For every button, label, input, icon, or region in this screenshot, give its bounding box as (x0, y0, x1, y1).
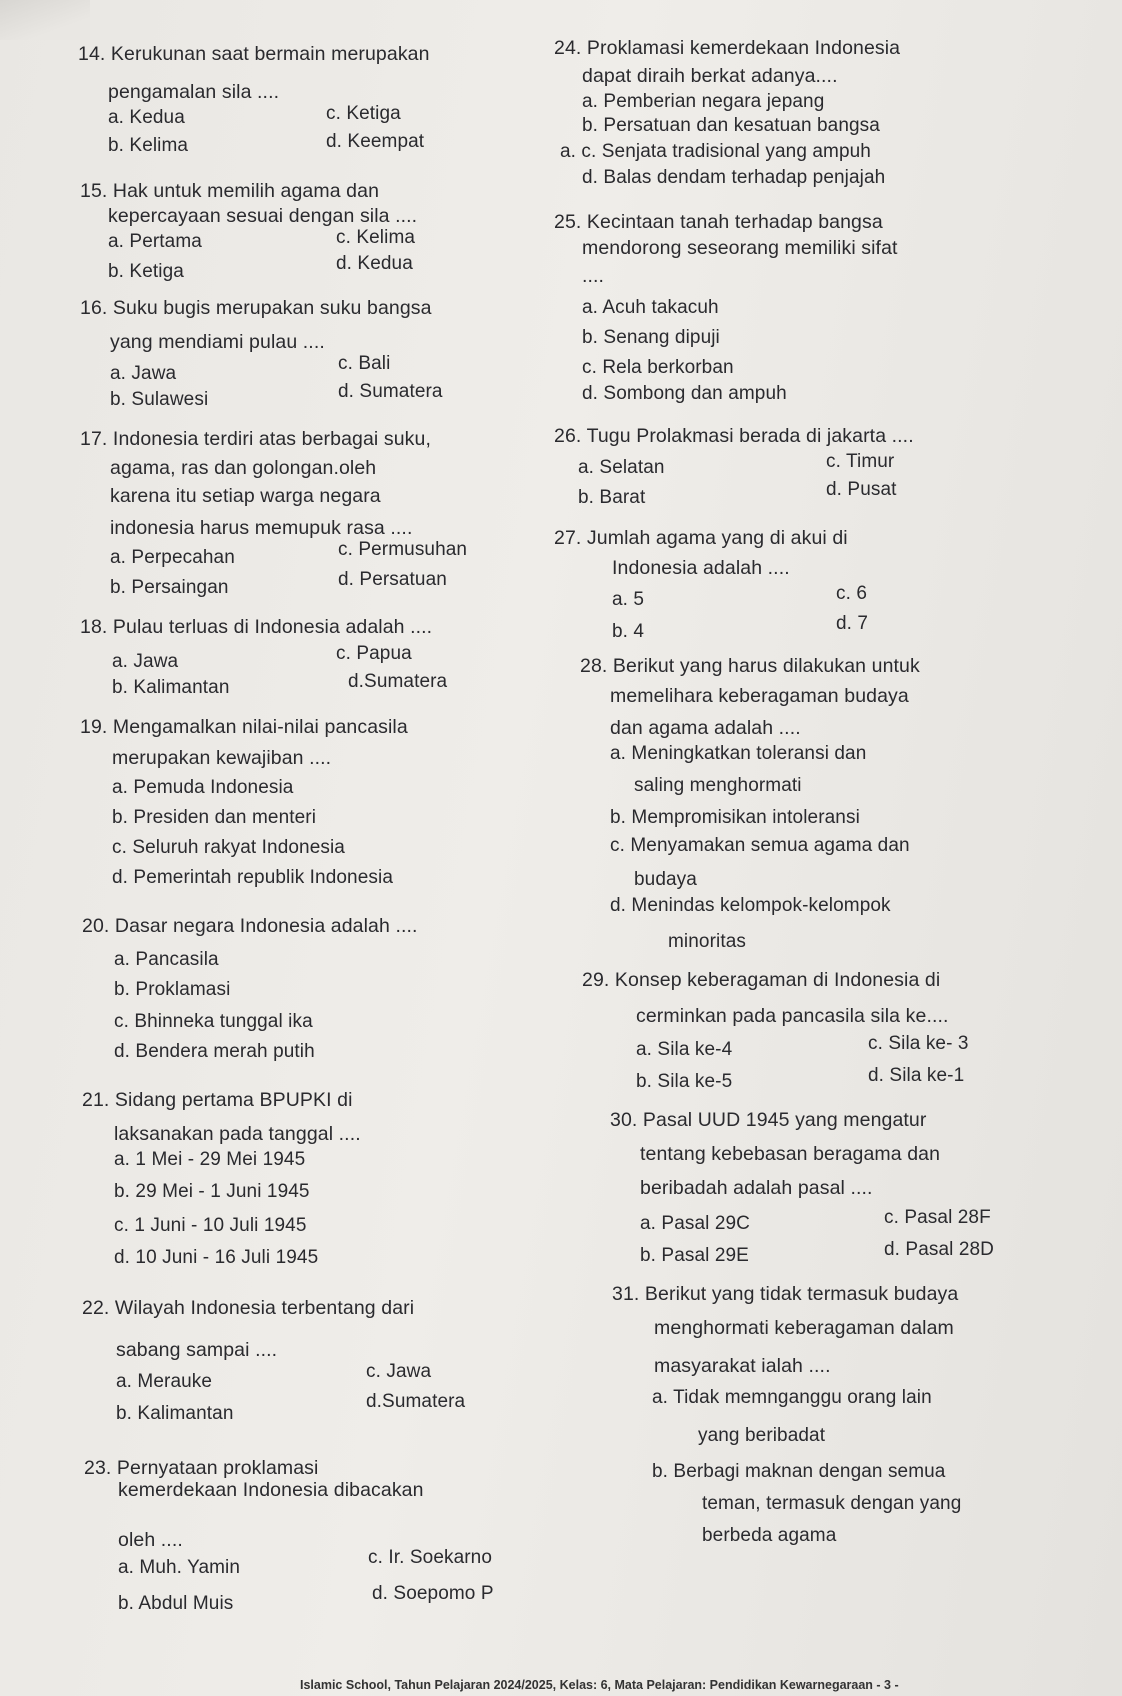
question-stem: yang mendiami pulau .... (110, 331, 325, 353)
question-stem: laksanakan pada tanggal .... (114, 1123, 361, 1145)
option: c. Jawa (366, 1361, 432, 1382)
option: yang beribadat (698, 1425, 826, 1446)
question-stem: 15. Hak untuk memilih agama dan (80, 180, 380, 202)
question-stem: 16. Suku bugis merupakan suku bangsa (80, 297, 432, 319)
question-stem: 23. Pernyataan proklamasi (84, 1457, 319, 1479)
option: c. 1 Juni - 10 Juli 1945 (114, 1215, 307, 1236)
option: d. Menindas kelompok-kelompok (610, 895, 891, 916)
question-stem: indonesia harus memupuk rasa .... (110, 517, 413, 539)
option: b. Persatuan dan kesatuan bangsa (582, 115, 880, 136)
question-stem: dapat diraih berkat adanya.... (582, 65, 838, 87)
option: a. Pasal 29C (640, 1213, 750, 1234)
option: d. Persatuan (338, 569, 447, 590)
option: b. Kalimantan (116, 1403, 234, 1424)
option: d. Kedua (336, 253, 413, 274)
question-stem: 25. Kecintaan tanah terhadap bangsa (554, 211, 883, 233)
option: c. Sila ke- 3 (868, 1033, 969, 1054)
question-stem: 30. Pasal UUD 1945 yang mengatur (610, 1109, 927, 1131)
question-stem: oleh .... (118, 1529, 183, 1551)
option: d. Sombong dan ampuh (582, 383, 787, 404)
option: minoritas (668, 931, 746, 952)
question-stem: beribadah adalah pasal .... (640, 1177, 873, 1199)
question-stem: mendorong seseorang memiliki sifat (582, 237, 898, 259)
option: b. Senang dipuji (582, 327, 720, 348)
option: b. Ketiga (108, 261, 184, 282)
option: c. Bhinneka tunggal ika (114, 1011, 313, 1032)
option: a. 5 (612, 589, 645, 610)
option: a. Meningkatkan toleransi dan (610, 743, 867, 764)
question-stem: karena itu setiap warga negara (110, 485, 381, 507)
option: b. Presiden dan menteri (112, 807, 317, 828)
option: c. Timur (826, 451, 895, 472)
option: b. Kelima (108, 135, 189, 156)
page-footer: Islamic School, Tahun Pelajaran 2024/2025, Kelas: 6, Mata Pelajaran: Pendidikan Kewarnegaraan - 3 - (300, 1678, 899, 1692)
option: d. Sumatera (338, 381, 443, 402)
option: b. 29 Mei - 1 Juni 1945 (114, 1181, 310, 1202)
option: a. Pemberian negara jepang (582, 91, 825, 112)
option: a. Perpecahan (110, 547, 235, 568)
option: d. Balas dendam terhadap penjajah (582, 167, 886, 188)
option: a. Muh. Yamin (118, 1557, 241, 1578)
option: berbeda agama (702, 1525, 837, 1546)
option: b. Kalimantan (112, 677, 230, 698)
question-stem: 31. Berikut yang tidak termasuk budaya (612, 1283, 959, 1305)
option: d. Soepomo P (372, 1583, 494, 1604)
question-stem: 14. Kerukunan saat bermain merupakan (78, 43, 430, 65)
option: a. Sila ke-4 (636, 1039, 733, 1060)
question-stem: 19. Mengamalkan nilai-nilai pancasila (80, 716, 408, 738)
question-stem: 29. Konsep keberagaman di Indonesia di (582, 969, 941, 991)
option: b. Pasal 29E (640, 1245, 749, 1266)
option: a. Pemuda Indonesia (112, 777, 294, 798)
question-stem: dan agama adalah .... (610, 717, 801, 739)
option: b. Proklamasi (114, 979, 231, 1000)
option: b. Barat (578, 487, 646, 508)
option: d. Pemerintah republik Indonesia (112, 867, 393, 888)
option: a. c. Senjata tradisional yang ampuh (560, 141, 871, 162)
option: b. Sulawesi (110, 389, 209, 410)
option: c. Seluruh rakyat Indonesia (112, 837, 345, 858)
option: b. 4 (612, 621, 645, 642)
question-stem: pengamalan sila .... (108, 81, 280, 103)
question-stem: menghormati keberagaman dalam (654, 1317, 954, 1339)
question-stem: Indonesia adalah .... (612, 557, 790, 579)
question-stem: masyarakat ialah .... (654, 1355, 831, 1377)
option: a. Acuh takacuh (582, 297, 719, 318)
option: d. Pusat (826, 479, 897, 500)
option: c. Kelima (336, 227, 416, 248)
option: budaya (634, 869, 697, 890)
question-stem: merupakan kewajiban .... (112, 747, 332, 769)
option: a. 1 Mei - 29 Mei 1945 (114, 1149, 306, 1170)
question-stem: memelihara keberagaman budaya (610, 685, 909, 707)
option: d. Bendera merah putih (114, 1041, 315, 1062)
option: b. Persaingan (110, 577, 229, 598)
option: b. Mempromisikan intoleransi (610, 807, 860, 828)
option: c. Permusuhan (338, 539, 468, 560)
option: a. Jawa (112, 651, 179, 672)
option: d. Pasal 28D (884, 1239, 994, 1260)
option: b. Sila ke-5 (636, 1071, 733, 1092)
question-stem: tentang kebebasan beragama dan (640, 1143, 941, 1165)
question-stem: 17. Indonesia terdiri atas berbagai suku, (80, 428, 431, 450)
option: d.Sumatera (366, 1391, 466, 1412)
option: c. Rela berkorban (582, 357, 734, 378)
question-stem: .... (582, 265, 605, 287)
option: teman, termasuk dengan yang (702, 1493, 962, 1514)
option: a. Jawa (110, 363, 177, 384)
option: a. Pertama (108, 231, 202, 252)
question-stem: 24. Proklamasi kemerdekaan Indonesia (554, 37, 901, 59)
question-stem: 21. Sidang pertama BPUPKI di (82, 1089, 353, 1111)
option: c. Pasal 28F (884, 1207, 991, 1228)
question-stem: 18. Pulau terluas di Indonesia adalah .... (80, 616, 433, 638)
question-stem: 27. Jumlah agama yang di akui di (554, 527, 848, 549)
option: a. Selatan (578, 457, 665, 478)
question-stem: 28. Berikut yang harus dilakukan untuk (580, 655, 920, 677)
option: c. Bali (338, 353, 391, 374)
option: d. 10 Juni - 16 Juli 1945 (114, 1247, 319, 1268)
option: c. Ketiga (326, 103, 401, 124)
question-stem: kemerdekaan Indonesia dibacakan (118, 1479, 424, 1501)
question-stem: kepercayaan sesuai dengan sila .... (108, 205, 418, 227)
option: c. Ir. Soekarno (368, 1547, 493, 1568)
option: b. Abdul Muis (118, 1593, 234, 1614)
option: c. Papua (336, 643, 412, 664)
option: a. Pancasila (114, 949, 219, 970)
question-stem: agama, ras dan golongan.oleh (110, 457, 377, 479)
question-stem: cerminkan pada pancasila sila ke.... (636, 1005, 949, 1027)
page-corner-shadow (0, 0, 90, 40)
option: a. Merauke (116, 1371, 213, 1392)
option: d.Sumatera (348, 671, 448, 692)
option: b. Berbagi maknan dengan semua (652, 1461, 946, 1482)
option: a. Tidak memnganggu orang lain (652, 1387, 932, 1408)
question-stem: 26. Tugu Prolakmasi berada di jakarta .... (554, 425, 914, 447)
option: c. Menyamakan semua agama dan (610, 835, 910, 856)
option: c. 6 (836, 583, 868, 604)
option: saling menghormati (634, 775, 802, 796)
question-stem: 22. Wilayah Indonesia terbentang dari (82, 1297, 415, 1319)
question-stem: sabang sampai .... (116, 1339, 278, 1361)
option: d. Sila ke-1 (868, 1065, 965, 1086)
option: a. Kedua (108, 107, 185, 128)
option: d. Keempat (326, 131, 425, 152)
question-stem: 20. Dasar negara Indonesia adalah .... (82, 915, 418, 937)
option: d. 7 (836, 613, 869, 634)
